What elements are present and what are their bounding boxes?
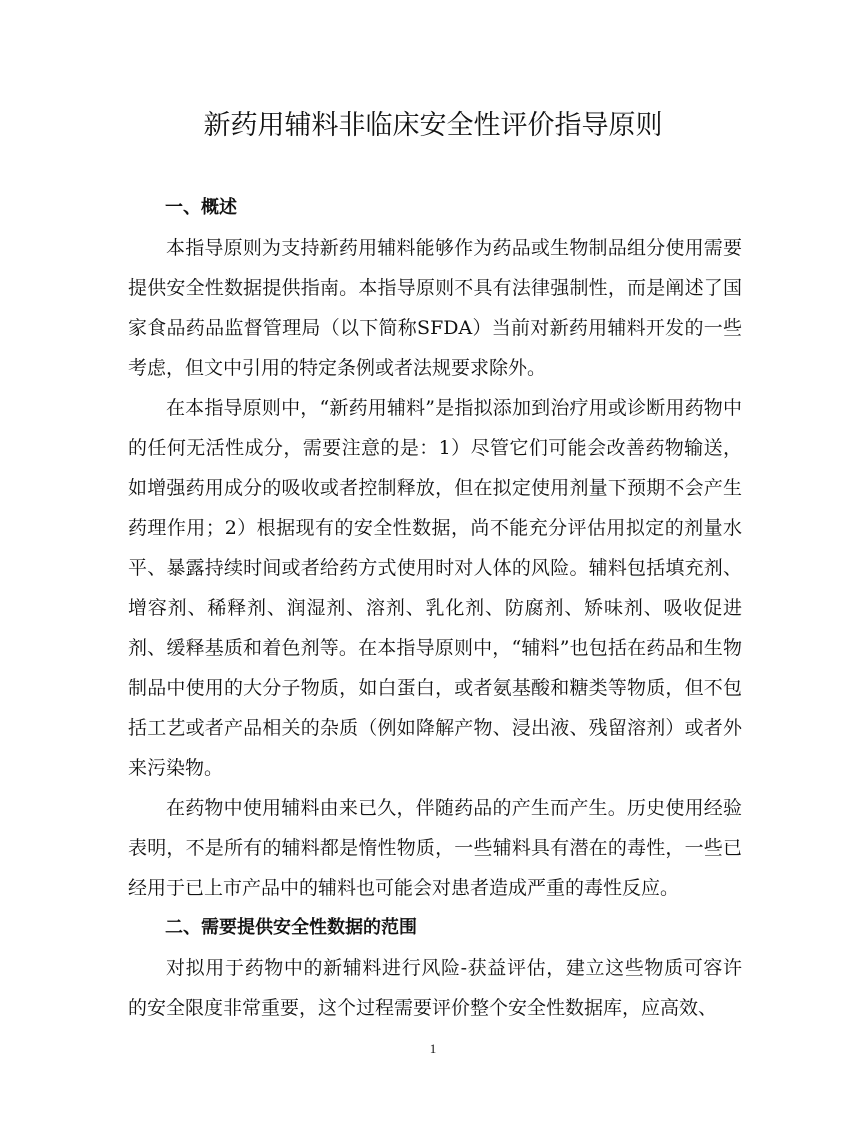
section-heading-scope: 二、需要提供安全性数据的范围 bbox=[165, 917, 417, 938]
paragraph-scope: 对拟用于药物中的新辅料进行风险-获益评估，建立这些物质可容许的安全限度非常重要，这个过程需要评价整个安全性数据库，应高效、 bbox=[128, 957, 742, 1019]
document-body bbox=[128, 188, 742, 1028]
section-heading-overview: 一、概述 bbox=[165, 197, 237, 218]
paragraph-purpose: 本指导原则为支持新药用辅料能够作为药品或生物制品组分使用需要提供安全性数据提供指南。本指导原则不具有法律强制性，而是阐述了国家食品药品监督管理局（以下简称SFDA）当前对新药用辅料开发的一些考虑，但文中引用的特定条例或者法规要求除外。 bbox=[128, 237, 742, 379]
page-number: 1 bbox=[429, 1041, 437, 1056]
document-title: 新药用辅料非临床安全性评价指导原则 bbox=[203, 110, 663, 141]
paragraph-history: 在药物中使用辅料由来已久，伴随药品的产生而产生。历史使用经验表明，不是所有的辅料都是惰性物质，一些辅料具有潜在的毒性，一些已经用于已上市产品中的辅料也可能会对患者造成严重的毒性反应。 bbox=[128, 797, 742, 899]
paragraph-definition: 在本指导原则中，“新药用辅料”是指拟添加到治疗用或诊断用药物中的任何无活性成分，需要注意的是：1）尽管它们可能会改善药物输送，如增强药用成分的吸收或者控制释放，但在拟定使用剂量下预期不会产生药理作用；2）根据现有的安全性数据，尚不能充分评估用拟定的剂量水平、暴露持续时间或者给药方式使用时对人体的风险。辅料包括填充剂、增容剂、稀释剂、润湿剂、溶剂、乳化剂、防腐剂、矫味剂、吸收促进剂、缓释基质和着色剂等。在本指导原则中，“辅料”也包括在药品和生物制品中使用的大分子物质，如白蛋白，或者氨基酸和糖类等物质，但不包括工艺或者产品相关的杂质（例如降解产物、浸出液、残留溶剂）或者外来污染物。 bbox=[128, 397, 742, 779]
